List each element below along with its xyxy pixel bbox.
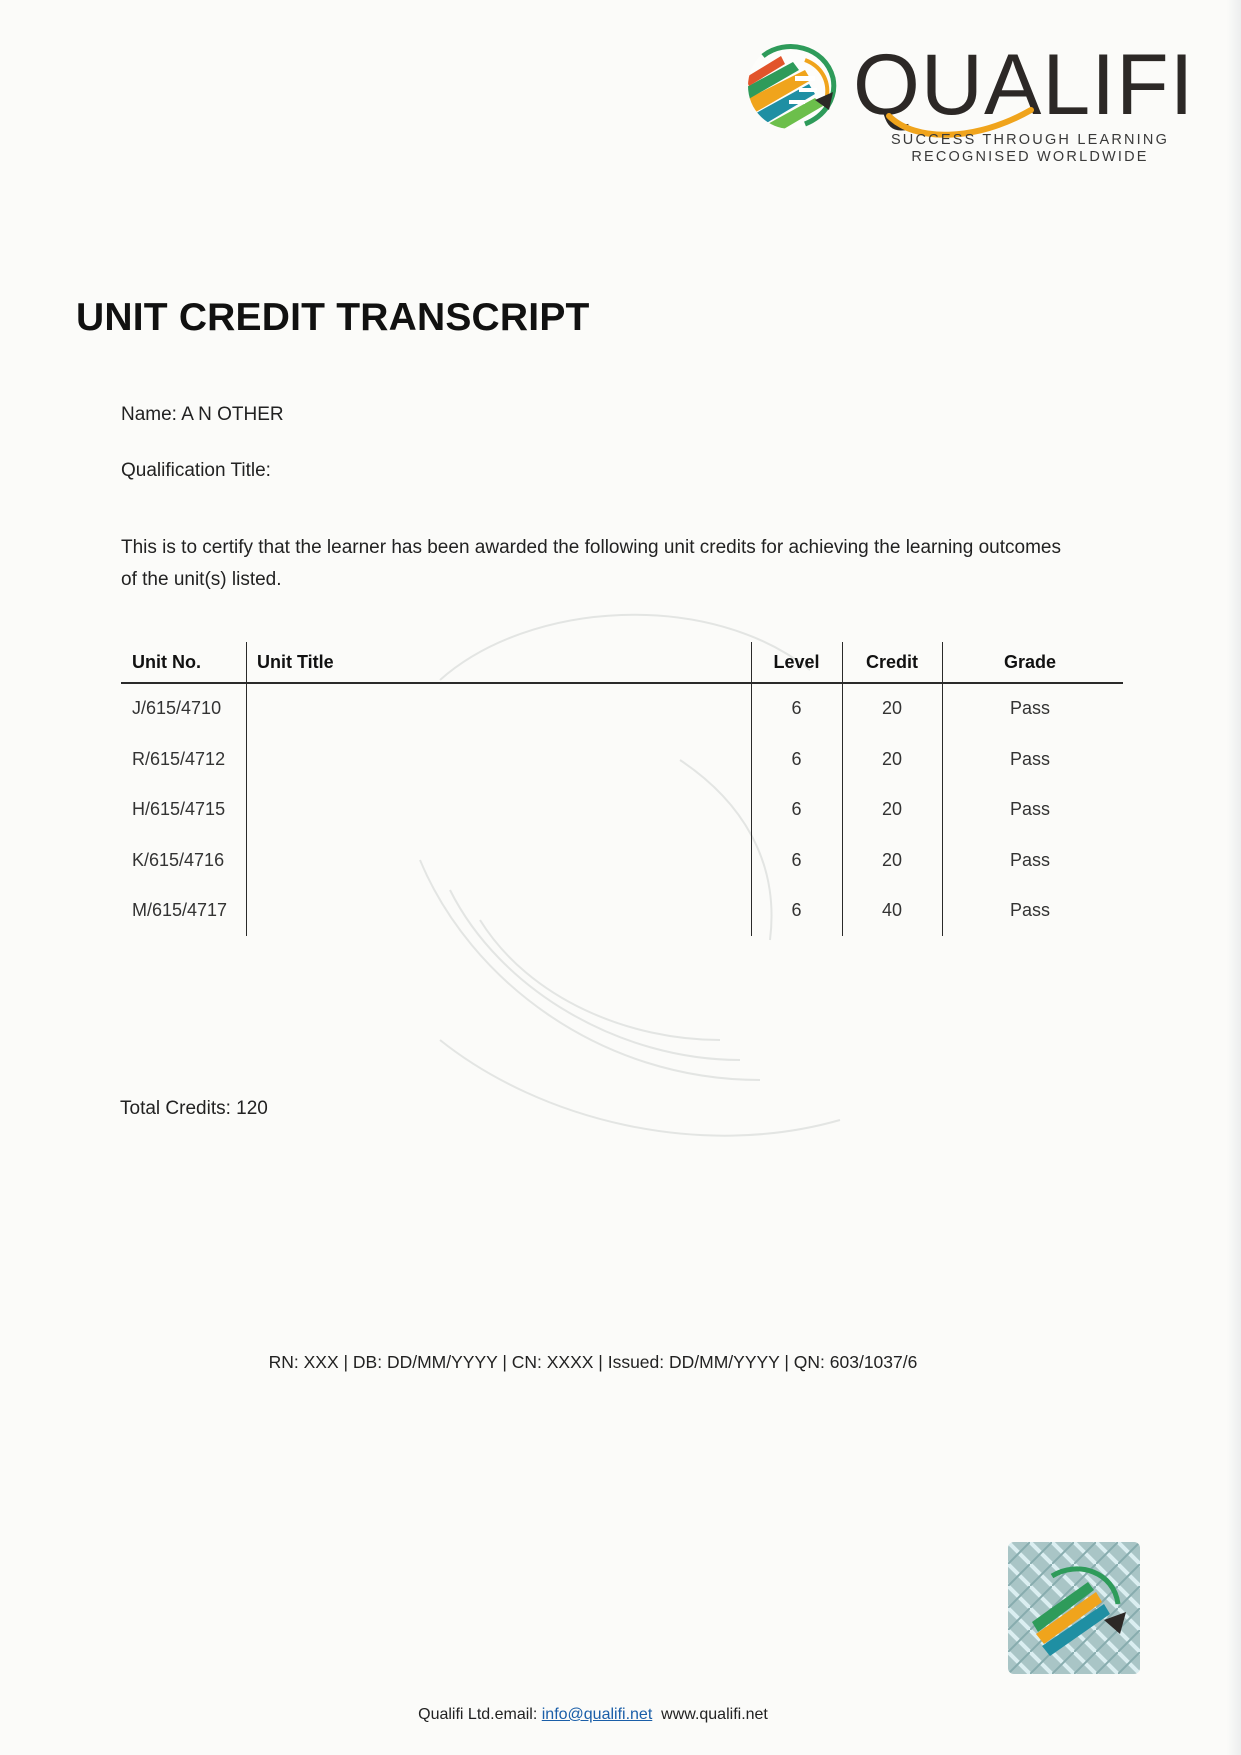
- page-edge-shadow: [1227, 0, 1241, 1755]
- certification-statement: This is to certify that the learner has been awarded the following unit credits for achieving the learning outcomes of the unit(s) listed.: [121, 537, 1061, 590]
- cell-level: 6: [791, 900, 802, 920]
- header-credit: Credit: [865, 652, 918, 672]
- qualification-title: Qualification Title:: [121, 460, 271, 481]
- cell-unit-no: H/615/4715: [132, 799, 226, 819]
- cell-level: 6: [791, 850, 802, 870]
- logo-wordmark: QUALIFI: [853, 37, 1195, 133]
- header-level: Level: [773, 652, 820, 672]
- qualifi-globe-icon: [745, 40, 837, 132]
- cell-level: 6: [791, 799, 802, 819]
- total-credits: Total Credits: 120: [120, 1098, 268, 1119]
- cell-grade: Pass: [1009, 698, 1051, 718]
- column-divider: [751, 642, 752, 936]
- qualifi-logo: [745, 37, 1195, 170]
- security-hologram-icon: [1008, 1542, 1140, 1674]
- footer-contact: [0, 1706, 1186, 1724]
- cell-unit-no: R/615/4712: [132, 749, 226, 769]
- logo-tagline-line1: SUCCESS THROUGH LEARNING: [890, 132, 1170, 148]
- unit-credits-table: [121, 642, 1123, 942]
- document-title: UNIT CREDIT TRANSCRIPT: [76, 296, 590, 339]
- header-unit-title: Unit Title: [257, 652, 334, 672]
- cell-unit-no: M/615/4717: [132, 900, 228, 920]
- cell-credit: 20: [881, 698, 903, 718]
- column-divider: [942, 642, 943, 936]
- reference-line: RN: XXX | DB: DD/MM/YYYY | CN: XXXX | Issued: DD/MM/YYYY | QN: 603/1037/6: [268, 1352, 918, 1372]
- cell-grade: Pass: [1009, 850, 1051, 870]
- cell-credit: 20: [881, 850, 903, 870]
- header-rule: [121, 682, 1123, 684]
- footer-email-link[interactable]: info@qualifi.net: [541, 1706, 653, 1723]
- header-unit-no: Unit No.: [132, 652, 201, 672]
- cell-credit: 40: [881, 900, 903, 920]
- cell-credit: 20: [881, 749, 903, 769]
- cell-unit-no: K/615/4716: [132, 850, 225, 870]
- cell-grade: Pass: [1009, 900, 1051, 920]
- cell-credit: 20: [881, 799, 903, 819]
- cell-unit-no: J/615/4710: [132, 698, 222, 718]
- logo-tagline-line2: RECOGNISED WORLDWIDE: [911, 149, 1149, 165]
- cell-level: 6: [791, 698, 802, 718]
- cell-grade: Pass: [1009, 799, 1051, 819]
- column-divider: [246, 642, 247, 936]
- footer-website: www.qualifi.net: [661, 1706, 768, 1723]
- cell-grade: Pass: [1009, 749, 1051, 769]
- column-divider: [842, 642, 843, 936]
- learner-name: Name: A N OTHER: [121, 404, 284, 425]
- cell-level: 6: [791, 749, 802, 769]
- footer-company-email-label: Qualifi Ltd.email:: [418, 1706, 542, 1723]
- header-grade: Grade: [1003, 652, 1057, 672]
